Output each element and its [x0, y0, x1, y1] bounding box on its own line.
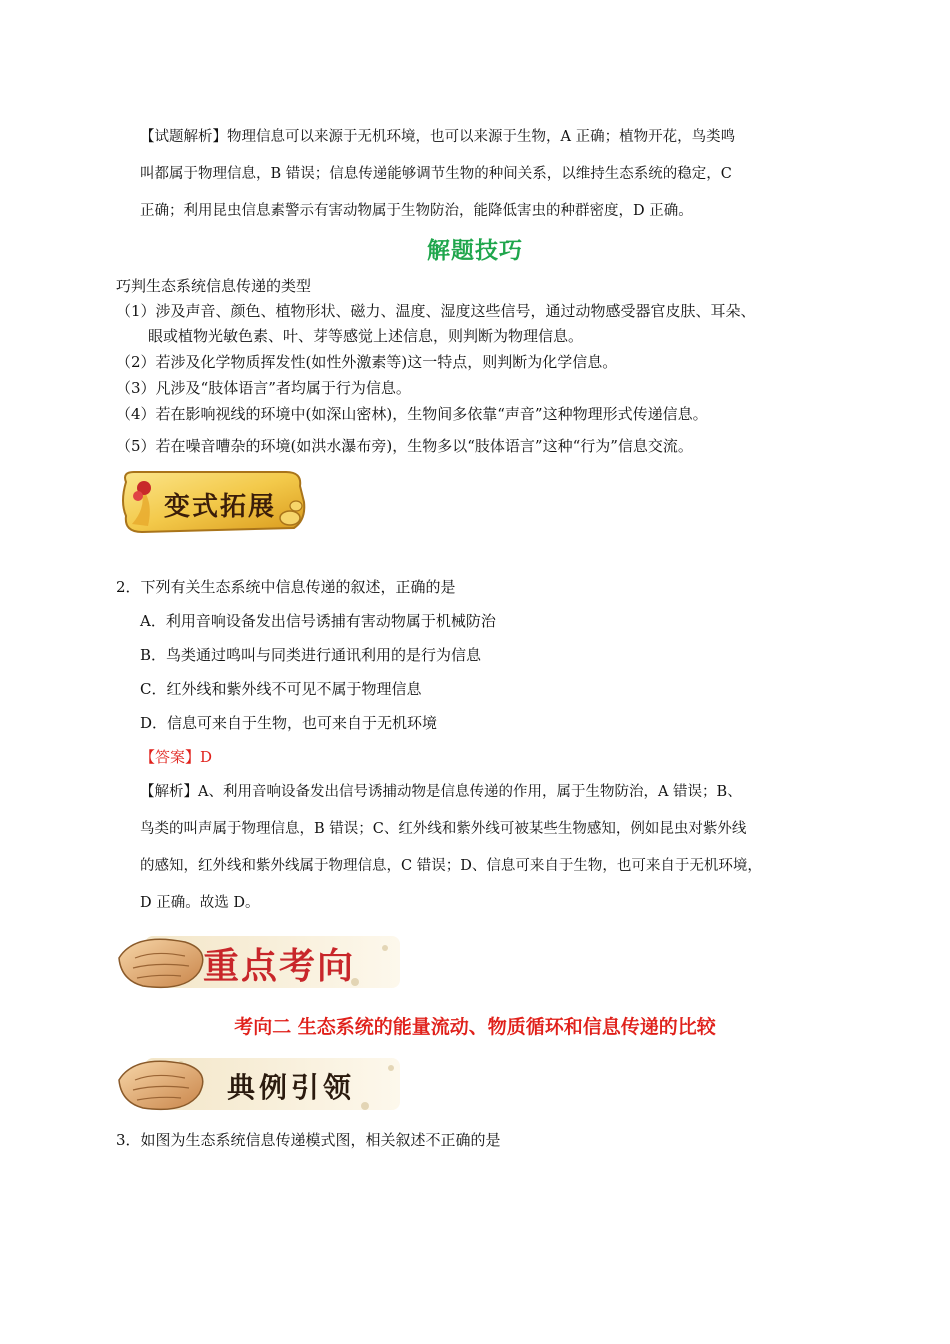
- analysis1-line2: 叫都属于物理信息，B 错误；信息传递能够调节生物的种间关系，以维持生态系统的稳定，C: [140, 166, 732, 182]
- q2-analysis-line4: D 正确。故选 D。: [140, 895, 260, 911]
- q2-answer: [140, 748, 212, 766]
- tips-title: 解题技巧: [427, 237, 523, 264]
- q2-option-b: B．鸟类通过鸣叫与同类进行通讯利用的是行为信息: [140, 646, 482, 664]
- q2-option-c: C．红外线和紫外线不可见不属于物理信息: [140, 680, 422, 698]
- example-banner-label: 典例引领: [227, 1071, 356, 1104]
- tips-item-2: （2）若涉及化学物质挥发性(如性外激素等)这一特点，则判断为化学信息。: [116, 353, 618, 371]
- answer-label: 【答案】: [140, 748, 201, 766]
- q2-analysis-line2: 鸟类的叫声属于物理信息，B 错误；C、红外线和紫外线可被某些生物感知，例如昆虫对紫外线: [140, 821, 747, 837]
- q3-stem: 3．如图为生态系统信息传递模式图，相关叙述不正确的是: [116, 1131, 501, 1149]
- q2-stem: 2．下列有关生态系统中信息传递的叙述，正确的是: [116, 578, 456, 596]
- analysis1-line3: 正确；利用昆虫信息素警示有害动物属于生物防治，能降低害虫的种群密度，D 正确。: [140, 203, 693, 219]
- q2-analysis-line1: 【解析】A、利用音响设备发出信号诱捕动物是信息传递的作用，属于生物防治，A 错误；B、: [140, 784, 742, 800]
- tips-item-4: （4）若在影响视线的环境中(如深山密林)，生物间多依靠“声音”这种物理形式传递信息。: [116, 405, 708, 423]
- q2-option-d: D．信息可来自于生物，也可来自于无机环境: [140, 714, 438, 732]
- example-banner: [115, 1050, 405, 1118]
- tips-item-3: （3）凡涉及“肢体语言”者均属于行为信息。: [116, 379, 411, 397]
- focus-banner: [115, 928, 405, 996]
- tips-item-1-cont: 眼或植物光敏色素、叶、芽等感觉上述信息，则判断为物理信息。: [148, 327, 584, 345]
- tips-intro: 巧判生态系统信息传递的类型: [116, 277, 312, 295]
- variant-banner: [118, 466, 308, 538]
- tips-item-5: （5）若在噪音嘈杂的环境(如洪水瀑布旁)，生物多以“肢体语言”这种“行为”信息交流。: [116, 437, 693, 455]
- answer-value: D: [200, 748, 213, 766]
- q2-analysis-line3: 的感知，红外线和紫外线属于物理信息，C 错误；D、信息可来自于生物，也可来自于无机环境，: [140, 858, 762, 874]
- focus-banner-label: 重点考向: [203, 945, 356, 987]
- q2-option-a: A．利用音响设备发出信号诱捕有害动物属于机械防治: [140, 612, 496, 630]
- direction2-title: 考向二 生态系统的能量流动、物质循环和信息传递的比较: [234, 1016, 716, 1038]
- tips-item-1: （1）涉及声音、颜色、植物形状、磁力、温度、湿度这些信号，通过动物感受器官皮肤、耳朵、: [116, 302, 756, 320]
- analysis1-line1: 【试题解析】物理信息可以来源于无机环境，也可以来源于生物，A 正确；植物开花，鸟类鸣: [140, 129, 736, 145]
- variant-banner-label: 变式拓展: [164, 492, 277, 522]
